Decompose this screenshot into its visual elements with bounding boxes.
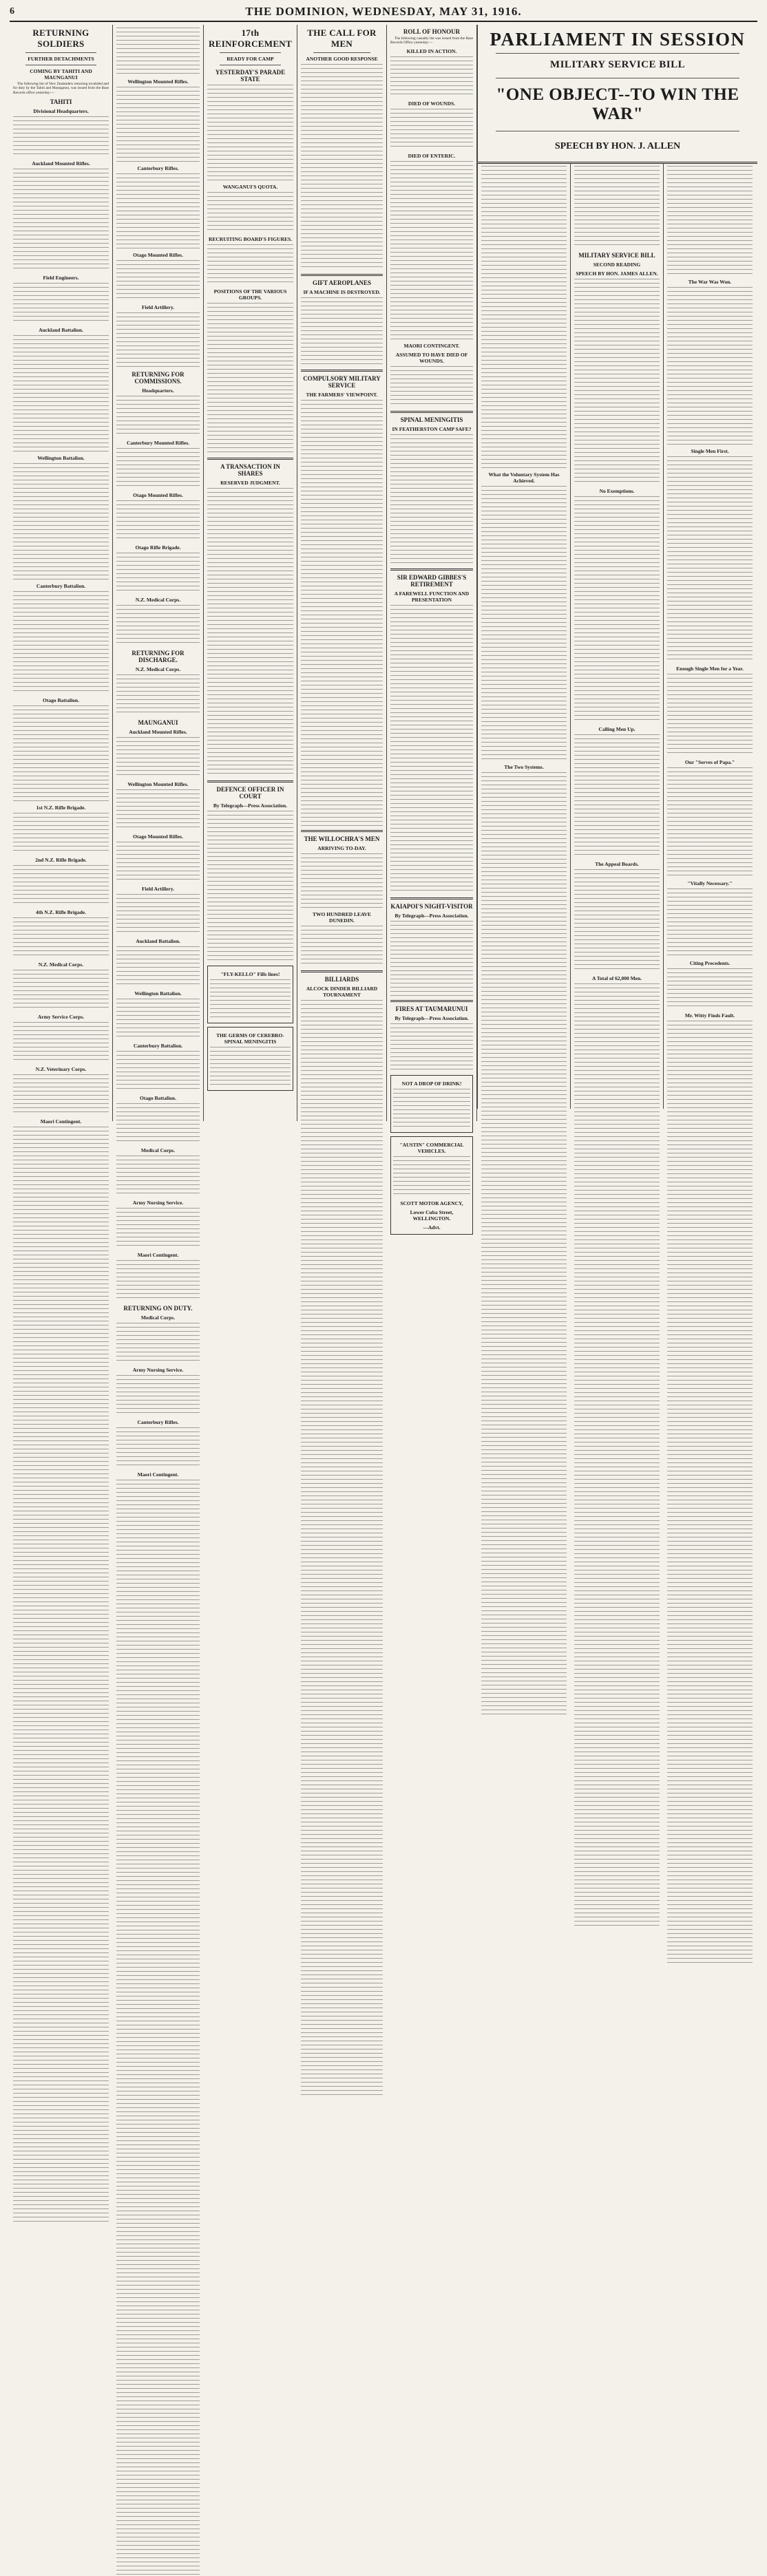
text-block [210, 1047, 291, 1088]
text-block [390, 1023, 473, 1072]
parliament-title: PARLIAMENT IN SESSION [490, 29, 746, 50]
maunganui-heading: MAUNGANUI [138, 719, 178, 726]
column-call-for-men [297, 25, 387, 1121]
text-block [116, 1375, 200, 1416]
transaction-heading: A TRANSACTION IN SHARES [220, 463, 280, 477]
transaction-subheading: RESERVED JUDGMENT. [220, 480, 280, 486]
divider [313, 52, 370, 53]
austin-footer: SCOTT MOTOR AGENCY, [400, 1200, 463, 1206]
div-hq-heading: Divisional Headquarters. [33, 107, 89, 114]
column-returning-soldiers [10, 25, 113, 1125]
coming-by-kicker: COMING BY TAHITI AND MAUNGANUI [30, 68, 92, 81]
text-block [393, 1089, 470, 1130]
text-block [13, 865, 109, 906]
text-block [207, 303, 293, 454]
text-block [390, 161, 473, 340]
appeal-boards-heading: The Appeal Boards. [595, 861, 639, 867]
total-men-heading: A Total of 62,000 Men. [591, 975, 642, 981]
willochra-subheading: ARRIVING TO-DAY. [317, 845, 366, 851]
text-block [390, 921, 473, 997]
column-roll-of-honour [387, 25, 477, 1231]
text-block [13, 813, 109, 854]
text-block [574, 279, 660, 485]
vitally-heading: "Vitally Necessary." [687, 880, 733, 886]
double-rule [301, 830, 383, 832]
otago-bn-heading-2: Otago Battalion. [140, 1095, 176, 1101]
otago-bn-heading: Otago Battalion. [43, 696, 79, 703]
two-systems-heading: The Two Systems. [504, 764, 544, 770]
wellington-rifles-heading: Wellington Mounted Rifles. [127, 78, 189, 85]
canterbury-bn-heading: Canterbury Battalion. [36, 582, 86, 589]
austin-footer-2: Lower Cuba Street, WELLINGTON. [410, 1209, 454, 1222]
army-nursing2-heading: Army Nursing Service. [132, 1367, 184, 1373]
maori-heading-2: Maori Contingent. [137, 1252, 179, 1258]
text-block [13, 917, 109, 959]
spinal-meningitis-heading: SPINAL MENINGITIS [400, 416, 463, 423]
gift-aeroplanes-heading: GIFT AEROPLANES [312, 279, 372, 286]
text-block [116, 87, 200, 162]
voluntary-heading: What the Voluntary System Has Achieved. [488, 471, 560, 484]
text-block [667, 888, 753, 957]
text-block [574, 869, 660, 972]
text-block [116, 999, 200, 1040]
assumed-died-heading: ASSUMED TO HAVE DIED OF WOUNDS. [395, 351, 468, 364]
text-block [116, 1480, 200, 2576]
text-block [116, 1323, 200, 1364]
kaiapoi-heading: KAIAPOI'S NIGHT-VISITOR [390, 902, 473, 910]
text-block [390, 366, 473, 407]
fly-kello-heading: "FLY-KELLO" Fills lines! [220, 971, 280, 977]
medical-corps-heading: Medical Corps. [140, 1147, 176, 1153]
text-block [116, 1427, 200, 1469]
double-rule [301, 274, 383, 276]
text-block [667, 968, 753, 1010]
no-exemptions-heading: No Exemptions. [599, 488, 635, 494]
column-parliament [477, 25, 757, 1121]
single-men-heading: Single Men First. [691, 448, 729, 454]
text-block [481, 486, 567, 761]
text-block [116, 260, 200, 301]
auckland-rifles-heading: Auckland Mounted Rifles. [32, 160, 90, 167]
died-enteric-heading: DIED OF ENTERIC. [408, 152, 456, 159]
parliament-subcolumns [477, 164, 757, 1109]
column-returning-lists [113, 25, 204, 1478]
gibbes-heading: SIR EDWARD GIBBES'S RETIREMENT [397, 573, 467, 588]
auckland-bn-heading-2: Auckland Battalion. [136, 938, 180, 944]
intro-paragraph: The following list of New Zealanders returning invalided and for duty by the Tahiti and Maunganui, was issued from the Base Records office yesterday:— [13, 82, 109, 95]
faults-heading: Mr. Witty Finds Fault. [684, 1012, 735, 1019]
returning-duty-heading: RETURNING ON DUTY. [123, 1305, 193, 1312]
tahiti-heading: TAHITI [50, 98, 72, 105]
army-service-heading: Army Service Corps. [37, 1013, 85, 1020]
army-nursing-heading: Army Nursing Service. [132, 1200, 184, 1206]
second-reading-heading: SECOND READING [593, 262, 641, 268]
veterinary-heading: N.Z. Veterinary Corps. [35, 1065, 87, 1072]
compulsory-service-heading: COMPULSORY MILITARY SERVICE [303, 375, 381, 389]
headquarters-heading: Headquarters. [142, 387, 174, 394]
roll-intro: The following casualty list was issued from the Base Records Office yesterday:— [390, 36, 473, 45]
text-block [210, 979, 291, 1021]
text-block [116, 674, 200, 716]
text-block [116, 1103, 200, 1145]
divider [496, 53, 739, 54]
serious-heading: Our "Serves of Papa." [684, 759, 735, 765]
calling-up-heading: Calling Men Up. [598, 726, 635, 732]
field-artillery2-heading: Field Artillery. [141, 886, 175, 892]
text-block [574, 166, 660, 248]
masthead-title: THE DOMINION, WEDNESDAY, MAY 31, 1916. [245, 5, 522, 18]
text-block [116, 448, 200, 489]
text-block [13, 970, 109, 1011]
gift-aeroplanes-subheading: IF A MACHINE IS DESTROYED. [303, 289, 381, 295]
maori-heading: Maori Contingent. [40, 1118, 82, 1125]
drink-advert [390, 1075, 473, 1133]
germs-advert [207, 1027, 293, 1091]
farmers-viewpoint-subheading: THE FARMERS' VIEWPOINT. [306, 392, 378, 398]
maori2-heading: Maori Contingent. [137, 1471, 179, 1478]
austin-advt: —Advt. [423, 1224, 441, 1231]
wanganui-quota-heading: WANGANUI'S QUOTA. [222, 184, 278, 190]
double-rule [301, 970, 383, 972]
rifle-brigade-4-heading: 4th N.Z. Rifle Brigade. [36, 908, 86, 915]
canterbury-rifles2-heading: Canterbury Rifles. [137, 1419, 179, 1425]
citing-heading: Citing Precedents. [689, 960, 731, 966]
text-block [667, 287, 753, 445]
parliament-subcol-1 [477, 164, 570, 1109]
fires-heading: FIRES AT TAUMARUNUI [395, 1005, 468, 1012]
text-block [667, 1021, 753, 1966]
text-block [207, 85, 293, 181]
good-response-subheading: ANOTHER GOOD RESPONSE [306, 56, 378, 62]
text-block [481, 772, 567, 1717]
parliament-subcol-2 [570, 164, 663, 1109]
bill-byline: SPEECH BY HON. JAMES ALLEN. [576, 270, 658, 277]
fires-byline: By Telegraph—Press Association. [395, 1014, 469, 1021]
text-block [116, 1156, 200, 1197]
wellington-bn-heading-2: Wellington Battalion. [134, 990, 182, 997]
war-won-heading: The War Was Won. [688, 279, 732, 285]
medical-corps2-heading: Medical Corps. [140, 1314, 176, 1321]
text-block [116, 789, 200, 831]
text-block [116, 312, 200, 368]
kaiapoi-byline: By Telegraph—Press Association. [395, 912, 469, 919]
text-block [13, 1022, 109, 1063]
text-block [207, 811, 293, 962]
billiards-subheading: ALCOCK DINDER BILLIARD TOURNAMENT [306, 986, 378, 998]
text-block [116, 173, 200, 249]
double-rule [207, 458, 293, 460]
divider [25, 52, 96, 53]
recruiting-figures-heading: RECRUITING BOARD'S FIGURES. [208, 236, 293, 242]
maori-contingent-heading: MAORI CONTINGENT. [403, 342, 460, 349]
text-block [116, 1260, 200, 1301]
double-rule [390, 897, 473, 900]
text-block [13, 1127, 109, 2223]
military-service-bill-sub: MILITARY SERVICE BILL [549, 59, 686, 70]
text-block [116, 605, 200, 646]
text-block [667, 166, 753, 276]
ready-for-camp-subheading: READY FOR CAMP [227, 56, 274, 62]
rifle-brigade-2-heading: 2nd N.Z. Rifle Brigade. [35, 856, 87, 863]
text-block [116, 28, 200, 76]
text-block [667, 456, 753, 663]
parliament-banner [477, 25, 757, 164]
text-block [207, 488, 293, 777]
double-rule [390, 1000, 473, 1002]
double-rule [301, 370, 383, 372]
text-block [301, 64, 383, 270]
gibbes-subheading: A FAREWELL FUNCTION AND PRESENTATION [394, 590, 470, 603]
text-block [301, 297, 383, 366]
text-block [116, 946, 200, 988]
text-block [207, 192, 293, 233]
text-block [116, 553, 200, 594]
fly-kello-advert [207, 966, 293, 1023]
nz-medical-heading: N.Z. Medical Corps. [135, 666, 181, 672]
roll-of-honour-heading: ROLL OF HONOUR [403, 28, 461, 35]
text-block [393, 1156, 470, 1197]
otago-mr-heading: Otago Mounted Rifles. [133, 492, 183, 498]
canterbury-bn-heading-2: Canterbury Battalion. [133, 1043, 183, 1049]
field-artillery-heading: Field Artillery. [141, 304, 175, 310]
wellington-bn-heading: Wellington Battalion. [37, 454, 85, 461]
text-block [116, 396, 200, 437]
returning-discharge-heading: RETURNING FOR DISCHARGE. [132, 650, 185, 663]
field-engineers-heading: Field Engineers. [43, 274, 79, 281]
returning-soldiers-heading: RETURNING SOLDIERS [32, 28, 90, 49]
enough-men-heading: Enough Single Men for a Year. [676, 666, 744, 672]
wellington-mr-heading: Wellington Mounted Rifles. [127, 781, 189, 787]
otago-mr2-heading: Otago Mounted Rifles. [133, 833, 183, 840]
double-rule [207, 780, 293, 783]
text-block [390, 434, 473, 565]
text-block [13, 705, 109, 802]
text-block [301, 400, 383, 827]
text-block [13, 116, 109, 158]
text-block [301, 926, 383, 967]
auckland-mr-heading: Auckland Mounted Rifles. [129, 729, 187, 735]
text-block [116, 737, 200, 778]
reinforcement-heading: 17th REINFORCEMENT [209, 28, 292, 49]
divider [220, 52, 281, 53]
medical-heading: N.Z. Medical Corps. [38, 961, 84, 968]
dunedin-heading: TWO HUNDRED LEAVE DUNEDIN. [313, 911, 371, 924]
defence-byline: By Telegraph—Press Association. [213, 802, 288, 809]
speech-heading: SPEECH BY HON. J. ALLEN [554, 141, 681, 151]
canterbury-rifles-heading: Canterbury Rifles. [137, 165, 179, 171]
text-block [667, 674, 753, 756]
austin-advert [390, 1136, 473, 1235]
columns [10, 25, 757, 1478]
text-block [13, 591, 109, 694]
drink-heading: NOT A DROP OF DRINK! [401, 1080, 462, 1087]
killed-heading: KILLED IN ACTION. [406, 47, 457, 54]
column-reinforcement [204, 25, 297, 1121]
text-block [207, 244, 293, 286]
double-rule [390, 568, 473, 571]
text-block [13, 335, 109, 452]
text-block [116, 842, 200, 883]
text-block [116, 1208, 200, 1249]
canterbury-mr-heading: Canterbury Mounted Rifles. [126, 440, 190, 446]
returning-commissions-heading: RETURNING FOR COMMISSIONS. [132, 371, 185, 385]
double-rule [390, 411, 473, 413]
spinal-subheading: IN FEATHERSTON CAMP SAFE? [392, 425, 472, 432]
otago-rb-heading: Otago Rifle Brigade. [135, 544, 181, 551]
text-block [667, 767, 753, 877]
call-for-men-heading: THE CALL FOR MEN [307, 28, 377, 49]
text-block [116, 894, 200, 935]
text-block [301, 853, 383, 908]
rifle-brigade-1-heading: 1st N.Z. Rifle Brigade. [36, 804, 86, 811]
willochra-heading: THE WILLOCHRA'S MEN [304, 835, 380, 842]
parliament-subcol-3 [663, 164, 756, 1109]
text-block [116, 500, 200, 542]
masthead [10, 3, 757, 22]
page-number: 6 [10, 6, 14, 17]
medical-heading-2: N.Z. Medical Corps. [135, 597, 181, 603]
text-block [574, 983, 660, 1928]
bill-heading: MILITARY SERVICE BILL [578, 252, 655, 259]
defence-officer-heading: DEFENCE OFFICER IN COURT [216, 786, 284, 800]
otago-rifles-heading: Otago Mounted Rifles. [133, 252, 183, 258]
text-block [390, 109, 473, 150]
text-block [13, 1074, 109, 1116]
text-block [116, 1051, 200, 1092]
text-block [481, 166, 567, 469]
one-object-quote: "ONE OBJECT--TO WIN THE WAR" [496, 85, 739, 123]
text-block [390, 605, 473, 894]
further-detachments-subheading: FURTHER DETACHMENTS [28, 56, 94, 62]
austin-heading: "AUSTIN" COMMERCIAL VEHICLES. [399, 1141, 464, 1154]
parade-state-kicker: YESTERDAY'S PARADE STATE [215, 69, 286, 83]
billiards-heading: BILLIARDS [324, 976, 359, 983]
positions-groups-heading: POSITIONS OF THE VARIOUS GROUPS. [213, 288, 287, 301]
auckland-bn-heading: Auckland Battalion. [39, 326, 83, 333]
text-block [13, 283, 109, 324]
text-block [301, 1000, 383, 2096]
text-block [574, 734, 660, 858]
text-block [390, 56, 473, 98]
text-block [13, 463, 109, 580]
text-block [13, 169, 109, 272]
germs-heading: THE GERMS OF CEREBRO-SPINAL MENINGITIS [216, 1032, 284, 1045]
died-wounds-heading: DIED OF WOUNDS. [408, 100, 456, 107]
text-block [574, 496, 660, 723]
